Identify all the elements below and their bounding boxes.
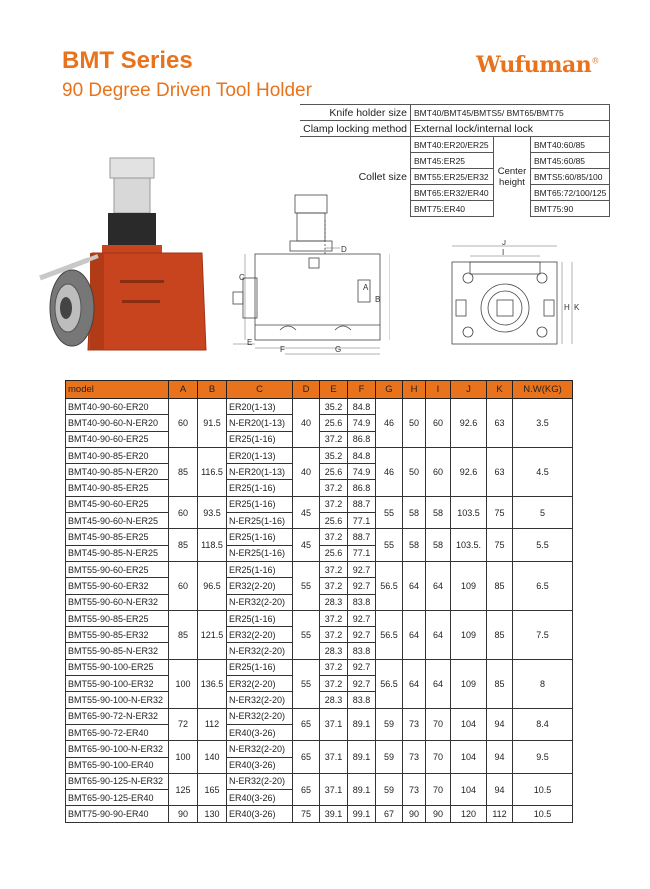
a-cell: 85 — [169, 447, 198, 496]
page-title: BMT Series — [62, 47, 193, 74]
col-header-n-w-kg-: N.W(KG) — [513, 381, 573, 399]
e-cell: 35.2 — [320, 447, 348, 463]
d-cell: 65 — [293, 708, 320, 741]
k-cell: 75 — [487, 529, 513, 562]
model-cell: BMT40-90-60-ER20 — [66, 399, 169, 415]
col-header-i: I — [426, 381, 451, 399]
col-header-k: K — [487, 381, 513, 399]
h-cell: 58 — [403, 496, 426, 529]
i-cell: 90 — [426, 806, 451, 822]
model-cell: BMT55-90-60-N-ER32 — [66, 594, 169, 610]
e-cell: 28.3 — [320, 692, 348, 708]
c-cell: N-ER32(2-20) — [227, 692, 293, 708]
i-cell: 60 — [426, 447, 451, 496]
c-cell: N-ER20(1-13) — [227, 464, 293, 480]
j-cell: 104 — [451, 773, 487, 806]
table-row — [66, 708, 573, 724]
k-cell: 94 — [487, 708, 513, 741]
e-cell: 25.6 — [320, 415, 348, 431]
model-cell: BMT55-90-60-ER25 — [66, 561, 169, 577]
dim-h: H — [564, 303, 570, 312]
table-row — [66, 529, 573, 545]
dim-d: D — [341, 245, 347, 254]
c-cell: ER20(1-13) — [227, 399, 293, 415]
i-cell: 60 — [426, 399, 451, 448]
g-cell: 59 — [376, 741, 403, 774]
e-cell: 28.3 — [320, 594, 348, 610]
nw-cell: 10.5 — [513, 773, 573, 806]
model-cell: BMT40-90-85-ER25 — [66, 480, 169, 496]
model-cell: BMT55-90-100-N-ER32 — [66, 692, 169, 708]
k-cell: 112 — [487, 806, 513, 822]
f-cell: 84.8 — [348, 399, 376, 415]
a-cell: 60 — [169, 561, 198, 610]
k-cell: 63 — [487, 399, 513, 448]
table-row — [66, 659, 573, 675]
brand-name: Wufuman — [476, 52, 592, 78]
c-cell: N-ER32(2-20) — [227, 594, 293, 610]
c-cell: N-ER32(2-20) — [227, 643, 293, 659]
e-cell: 37.2 — [320, 480, 348, 496]
e-cell: 37.1 — [320, 741, 348, 774]
c-cell: N-ER32(2-20) — [227, 773, 293, 789]
a-cell: 85 — [169, 529, 198, 562]
g-cell: 55 — [376, 496, 403, 529]
h-cell: 73 — [403, 708, 426, 741]
col-header-h: H — [403, 381, 426, 399]
c-cell: N-ER32(2-20) — [227, 741, 293, 757]
e-cell: 28.3 — [320, 643, 348, 659]
f-cell: 77.1 — [348, 545, 376, 561]
col-header-e: E — [320, 381, 348, 399]
nw-cell: 6.5 — [513, 561, 573, 610]
d-cell: 55 — [293, 659, 320, 708]
nw-cell: 7.5 — [513, 610, 573, 659]
collet-label: Collet size — [300, 137, 411, 217]
dim-e: E — [247, 338, 253, 347]
model-cell: BMT40-90-85-ER20 — [66, 447, 169, 463]
j-cell: 120 — [451, 806, 487, 822]
collet-4: BMT75:ER40 — [411, 201, 494, 217]
g-cell: 46 — [376, 447, 403, 496]
f-cell: 83.8 — [348, 643, 376, 659]
c-cell: ER40(3-26) — [227, 806, 293, 822]
model-cell: BMT55-90-100-ER25 — [66, 659, 169, 675]
k-cell: 85 — [487, 610, 513, 659]
d-cell: 40 — [293, 399, 320, 448]
a-cell: 85 — [169, 610, 198, 659]
e-cell: 25.6 — [320, 513, 348, 529]
height-1: BMT45:60/85 — [531, 153, 610, 169]
e-cell: 39.1 — [320, 806, 348, 822]
i-cell: 64 — [426, 659, 451, 708]
nw-cell: 5 — [513, 496, 573, 529]
c-cell: ER25(1-16) — [227, 659, 293, 675]
model-cell: BMT65-90-125-ER40 — [66, 790, 169, 806]
model-cell: BMT65-90-72-ER40 — [66, 724, 169, 740]
col-header-model: model — [66, 381, 169, 399]
model-cell: BMT65-90-100-ER40 — [66, 757, 169, 773]
model-cell: BMT75-90-90-ER40 — [66, 806, 169, 822]
d-cell: 45 — [293, 529, 320, 562]
f-cell: 88.7 — [348, 496, 376, 512]
f-cell: 77.1 — [348, 513, 376, 529]
h-cell: 50 — [403, 447, 426, 496]
model-cell: BMT45-90-60-ER25 — [66, 496, 169, 512]
c-cell: N-ER25(1-16) — [227, 513, 293, 529]
j-cell: 109 — [451, 659, 487, 708]
collet-3: BMT65:ER32/ER40 — [411, 185, 494, 201]
h-cell: 64 — [403, 561, 426, 610]
e-cell: 37.2 — [320, 496, 348, 512]
model-cell: BMT45-90-85-N-ER25 — [66, 545, 169, 561]
dim-j: J — [502, 240, 506, 247]
b-cell: 121.5 — [198, 610, 227, 659]
d-cell: 55 — [293, 561, 320, 610]
model-cell: BMT45-90-60-N-ER25 — [66, 513, 169, 529]
j-cell: 92.6 — [451, 447, 487, 496]
i-cell: 70 — [426, 741, 451, 774]
f-cell: 83.8 — [348, 692, 376, 708]
k-cell: 94 — [487, 773, 513, 806]
model-cell: BMT55-90-85-ER25 — [66, 610, 169, 626]
i-cell: 58 — [426, 529, 451, 562]
table-row — [66, 773, 573, 789]
product-photo — [30, 150, 220, 375]
f-cell: 86.8 — [348, 480, 376, 496]
j-cell: 104 — [451, 741, 487, 774]
table-row — [66, 447, 573, 463]
b-cell: 130 — [198, 806, 227, 822]
c-cell: ER40(3-26) — [227, 790, 293, 806]
f-cell: 92.7 — [348, 578, 376, 594]
nw-cell: 8 — [513, 659, 573, 708]
g-cell: 56.5 — [376, 561, 403, 610]
height-2: BMTS5:60/85/100 — [531, 169, 610, 185]
f-cell: 92.7 — [348, 561, 376, 577]
j-cell: 104 — [451, 708, 487, 741]
model-cell: BMT65-90-72-N-ER32 — [66, 708, 169, 724]
dim-g: G — [335, 345, 342, 354]
g-cell: 59 — [376, 773, 403, 806]
height-3: BMT65:72/100/125 — [531, 185, 610, 201]
h-cell: 73 — [403, 773, 426, 806]
e-cell: 37.1 — [320, 773, 348, 806]
a-cell: 125 — [169, 773, 198, 806]
e-cell: 37.2 — [320, 578, 348, 594]
c-cell: ER25(1-16) — [227, 480, 293, 496]
table-row — [66, 399, 573, 415]
j-cell: 103.5. — [451, 529, 487, 562]
dim-k: K — [574, 303, 580, 312]
g-cell: 56.5 — [376, 610, 403, 659]
a-cell: 100 — [169, 741, 198, 774]
g-cell: 55 — [376, 529, 403, 562]
a-cell: 100 — [169, 659, 198, 708]
e-cell: 37.2 — [320, 659, 348, 675]
f-cell: 83.8 — [348, 594, 376, 610]
collet-1: BMT45:ER25 — [411, 153, 494, 169]
c-cell: N-ER32(2-20) — [227, 708, 293, 724]
a-cell: 72 — [169, 708, 198, 741]
nw-cell: 5.5 — [513, 529, 573, 562]
c-cell: ER25(1-16) — [227, 529, 293, 545]
a-cell: 60 — [169, 399, 198, 448]
height-4: BMT75:90 — [531, 201, 610, 217]
c-cell: ER40(3-26) — [227, 757, 293, 773]
f-cell: 89.1 — [348, 773, 376, 806]
nw-cell: 4.5 — [513, 447, 573, 496]
front-drawing — [430, 240, 590, 350]
e-cell: 37.2 — [320, 676, 348, 692]
c-cell: ER25(1-16) — [227, 561, 293, 577]
a-cell: 90 — [169, 806, 198, 822]
i-cell: 70 — [426, 773, 451, 806]
e-cell: 37.2 — [320, 561, 348, 577]
dim-i: I — [502, 248, 505, 257]
f-cell: 92.7 — [348, 610, 376, 626]
j-cell: 109 — [451, 610, 487, 659]
model-cell: BMT40-90-85-N-ER20 — [66, 464, 169, 480]
e-cell: 35.2 — [320, 399, 348, 415]
spec-data-table — [65, 380, 573, 823]
b-cell: 118.5 — [198, 529, 227, 562]
h-cell: 64 — [403, 659, 426, 708]
k-cell: 85 — [487, 561, 513, 610]
brand-logo — [476, 52, 599, 78]
f-cell: 86.8 — [348, 431, 376, 447]
c-cell: ER32(2-20) — [227, 578, 293, 594]
c-cell: N-ER25(1-16) — [227, 545, 293, 561]
f-cell: 89.1 — [348, 708, 376, 741]
dim-b: B — [375, 295, 381, 304]
col-header-b: B — [198, 381, 227, 399]
i-cell: 64 — [426, 561, 451, 610]
table-row — [66, 806, 573, 822]
c-cell: ER25(1-16) — [227, 610, 293, 626]
j-cell: 103.5 — [451, 496, 487, 529]
f-cell: 74.9 — [348, 415, 376, 431]
knife-label: Knife holder size — [300, 105, 411, 121]
f-cell: 92.7 — [348, 676, 376, 692]
page-subtitle: 90 Degree Driven Tool Holder — [62, 80, 312, 101]
dim-f: F — [280, 345, 285, 354]
dim-a: A — [363, 283, 369, 292]
d-cell: 75 — [293, 806, 320, 822]
col-header-c: C — [227, 381, 293, 399]
b-cell: 91.5 — [198, 399, 227, 448]
height-0: BMT40:60/85 — [531, 137, 610, 153]
f-cell: 92.7 — [348, 659, 376, 675]
h-cell: 90 — [403, 806, 426, 822]
model-cell: BMT65-90-100-N-ER32 — [66, 741, 169, 757]
e-cell: 25.6 — [320, 464, 348, 480]
nw-cell: 8.4 — [513, 708, 573, 741]
c-cell: ER25(1-16) — [227, 431, 293, 447]
k-cell: 94 — [487, 741, 513, 774]
c-cell: ER32(2-20) — [227, 676, 293, 692]
side-drawing — [225, 180, 390, 360]
model-cell: BMT65-90-125-N-ER32 — [66, 773, 169, 789]
f-cell: 84.8 — [348, 447, 376, 463]
model-cell: BMT40-90-60-ER25 — [66, 431, 169, 447]
collet-0: BMT40:ER20/ER25 — [411, 137, 494, 153]
k-cell: 63 — [487, 447, 513, 496]
table-row — [66, 741, 573, 757]
k-cell: 85 — [487, 659, 513, 708]
col-header-f: F — [348, 381, 376, 399]
model-cell: BMT45-90-85-ER25 — [66, 529, 169, 545]
b-cell: 136.5 — [198, 659, 227, 708]
col-header-g: G — [376, 381, 403, 399]
b-cell: 93.5 — [198, 496, 227, 529]
j-cell: 92.6 — [451, 399, 487, 448]
b-cell: 165 — [198, 773, 227, 806]
model-cell: BMT55-90-60-ER32 — [66, 578, 169, 594]
b-cell: 140 — [198, 741, 227, 774]
center-label: Center height — [494, 137, 531, 217]
col-header-j: J — [451, 381, 487, 399]
d-cell: 45 — [293, 496, 320, 529]
col-header-a: A — [169, 381, 198, 399]
b-cell: 112 — [198, 708, 227, 741]
e-cell: 37.1 — [320, 708, 348, 741]
table-row — [66, 610, 573, 626]
i-cell: 58 — [426, 496, 451, 529]
f-cell: 99.1 — [348, 806, 376, 822]
j-cell: 109 — [451, 561, 487, 610]
e-cell: 25.6 — [320, 545, 348, 561]
f-cell: 88.7 — [348, 529, 376, 545]
b-cell: 96.5 — [198, 561, 227, 610]
g-cell: 46 — [376, 399, 403, 448]
h-cell: 58 — [403, 529, 426, 562]
h-cell: 50 — [403, 399, 426, 448]
h-cell: 64 — [403, 610, 426, 659]
f-cell: 89.1 — [348, 741, 376, 774]
model-cell: BMT55-90-85-ER32 — [66, 627, 169, 643]
brand-mark: ® — [591, 56, 599, 66]
d-cell: 40 — [293, 447, 320, 496]
col-header-d: D — [293, 381, 320, 399]
d-cell: 65 — [293, 741, 320, 774]
i-cell: 64 — [426, 610, 451, 659]
model-cell: BMT55-90-85-N-ER32 — [66, 643, 169, 659]
e-cell: 37.2 — [320, 431, 348, 447]
nw-cell: 10.5 — [513, 806, 573, 822]
c-cell: ER32(2-20) — [227, 627, 293, 643]
knife-value: BMT40/BMT45/BMTS5/ BMT65/BMT75 — [411, 105, 610, 121]
d-cell: 65 — [293, 773, 320, 806]
collet-2: BMT55:ER25/ER32 — [411, 169, 494, 185]
c-cell: ER25(1-16) — [227, 496, 293, 512]
clamp-label: Clamp locking method — [300, 121, 411, 137]
c-cell: ER20(1-13) — [227, 447, 293, 463]
table-row — [66, 561, 573, 577]
a-cell: 60 — [169, 496, 198, 529]
b-cell: 116.5 — [198, 447, 227, 496]
nw-cell: 9.5 — [513, 741, 573, 774]
nw-cell: 3.5 — [513, 399, 573, 448]
k-cell: 75 — [487, 496, 513, 529]
g-cell: 59 — [376, 708, 403, 741]
h-cell: 73 — [403, 741, 426, 774]
f-cell: 74.9 — [348, 464, 376, 480]
model-cell: BMT40-90-60-N-ER20 — [66, 415, 169, 431]
e-cell: 37.2 — [320, 529, 348, 545]
g-cell: 56.5 — [376, 659, 403, 708]
clamp-value: External lock/internal lock — [411, 121, 610, 137]
model-cell: BMT55-90-100-ER32 — [66, 676, 169, 692]
c-cell: ER40(3-26) — [227, 724, 293, 740]
d-cell: 55 — [293, 610, 320, 659]
e-cell: 37.2 — [320, 610, 348, 626]
f-cell: 92.7 — [348, 627, 376, 643]
c-cell: N-ER20(1-13) — [227, 415, 293, 431]
table-row — [66, 496, 573, 512]
e-cell: 37.2 — [320, 627, 348, 643]
i-cell: 70 — [426, 708, 451, 741]
dim-c: C — [239, 273, 245, 282]
g-cell: 67 — [376, 806, 403, 822]
